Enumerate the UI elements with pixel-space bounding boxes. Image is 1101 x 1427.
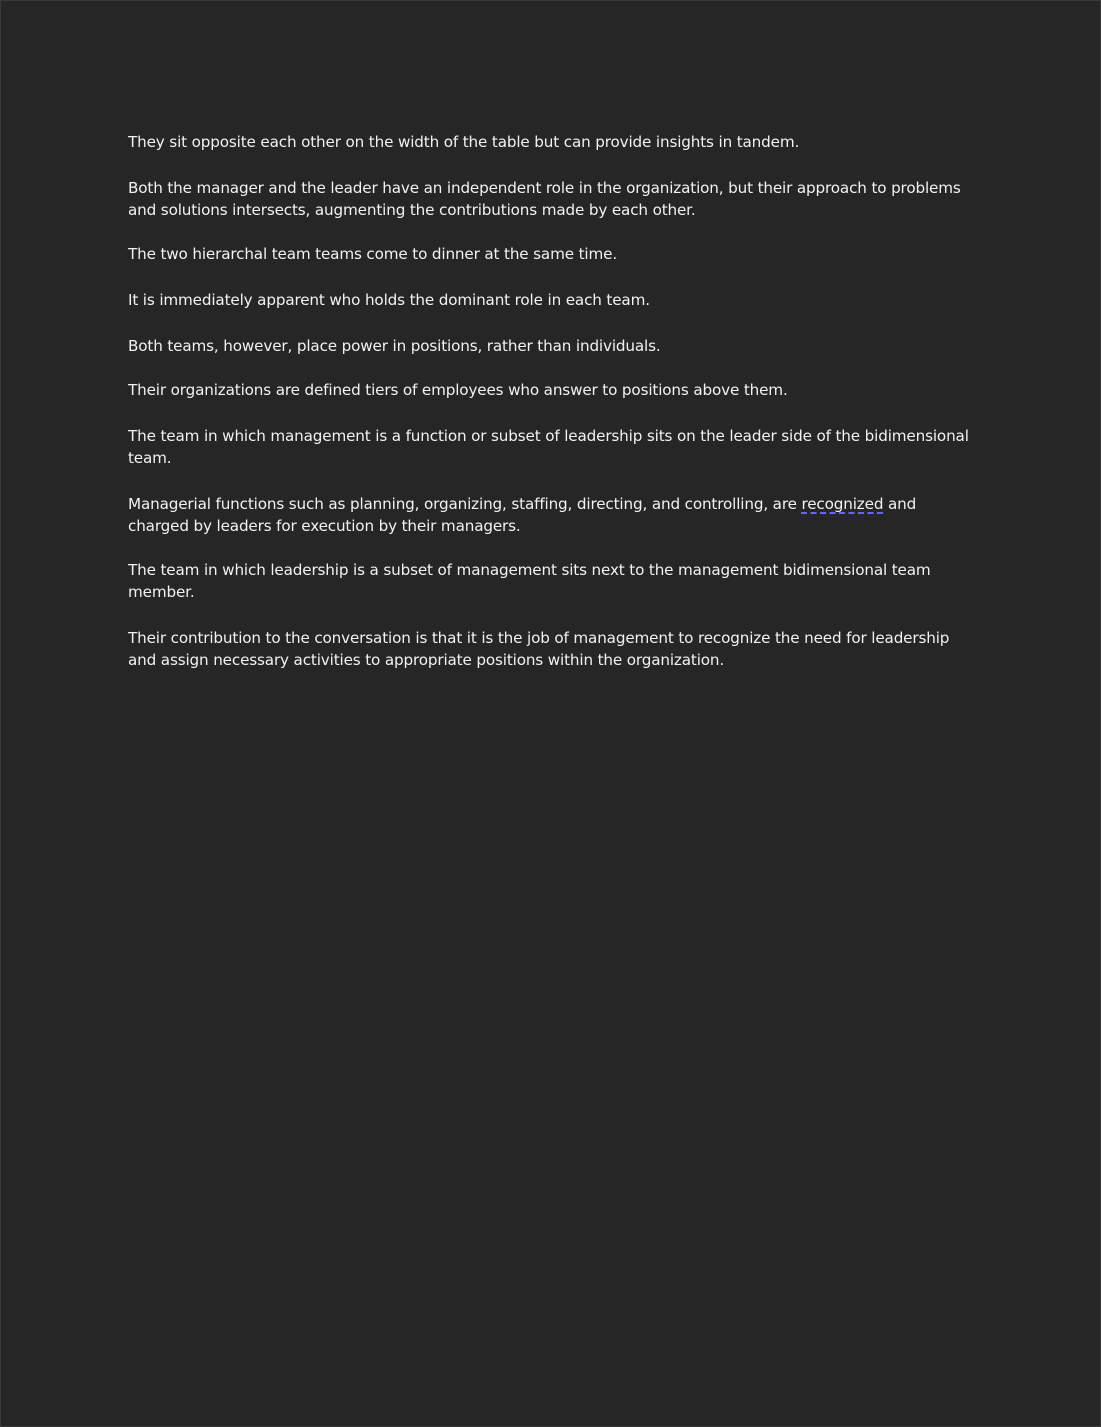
paragraph-8-text-after: and charged by leaders for execution by their managers. [128, 495, 917, 535]
paragraph-2[interactable]: Both the manager and the leader have an independent role in the organization, but their approach to problems and solutions intersects, augmenting the contributions made by each other. [128, 179, 961, 219]
spellcheck-flagged-word[interactable]: recognized [801, 495, 884, 513]
paragraph-5[interactable]: Both teams, however, place power in positions, rather than individuals. [128, 337, 661, 355]
paragraph-6[interactable]: Their organizations are defined tiers of employees who answer to positions above them. [128, 381, 788, 399]
paragraph-8-text-before: Managerial functions such as planning, organizing, staffing, directing, and controlling, are [128, 495, 802, 513]
paragraph-3[interactable]: The two hierarchal team teams come to dinner at the same time. [128, 245, 617, 263]
paragraph-9[interactable]: The team in which leadership is a subset of management sits next to the management bidimensional team member. [128, 561, 931, 601]
document-body[interactable] [128, 131, 973, 695]
paragraph-4[interactable]: It is immediately apparent who holds the dominant role in each team. [128, 291, 650, 309]
paragraph-1[interactable]: They sit opposite each other on the width of the table but can provide insights in tandem. [128, 133, 800, 151]
paragraph-10[interactable]: Their contribution to the conversation is that it is the job of management to recognize the need for leadership and assign necessary activities to appropriate positions within the organization. [128, 629, 950, 669]
paragraph-8[interactable] [128, 493, 973, 537]
paragraph-7[interactable]: The team in which management is a function or subset of leadership sits on the leader side of the bidimensional team. [128, 427, 969, 467]
